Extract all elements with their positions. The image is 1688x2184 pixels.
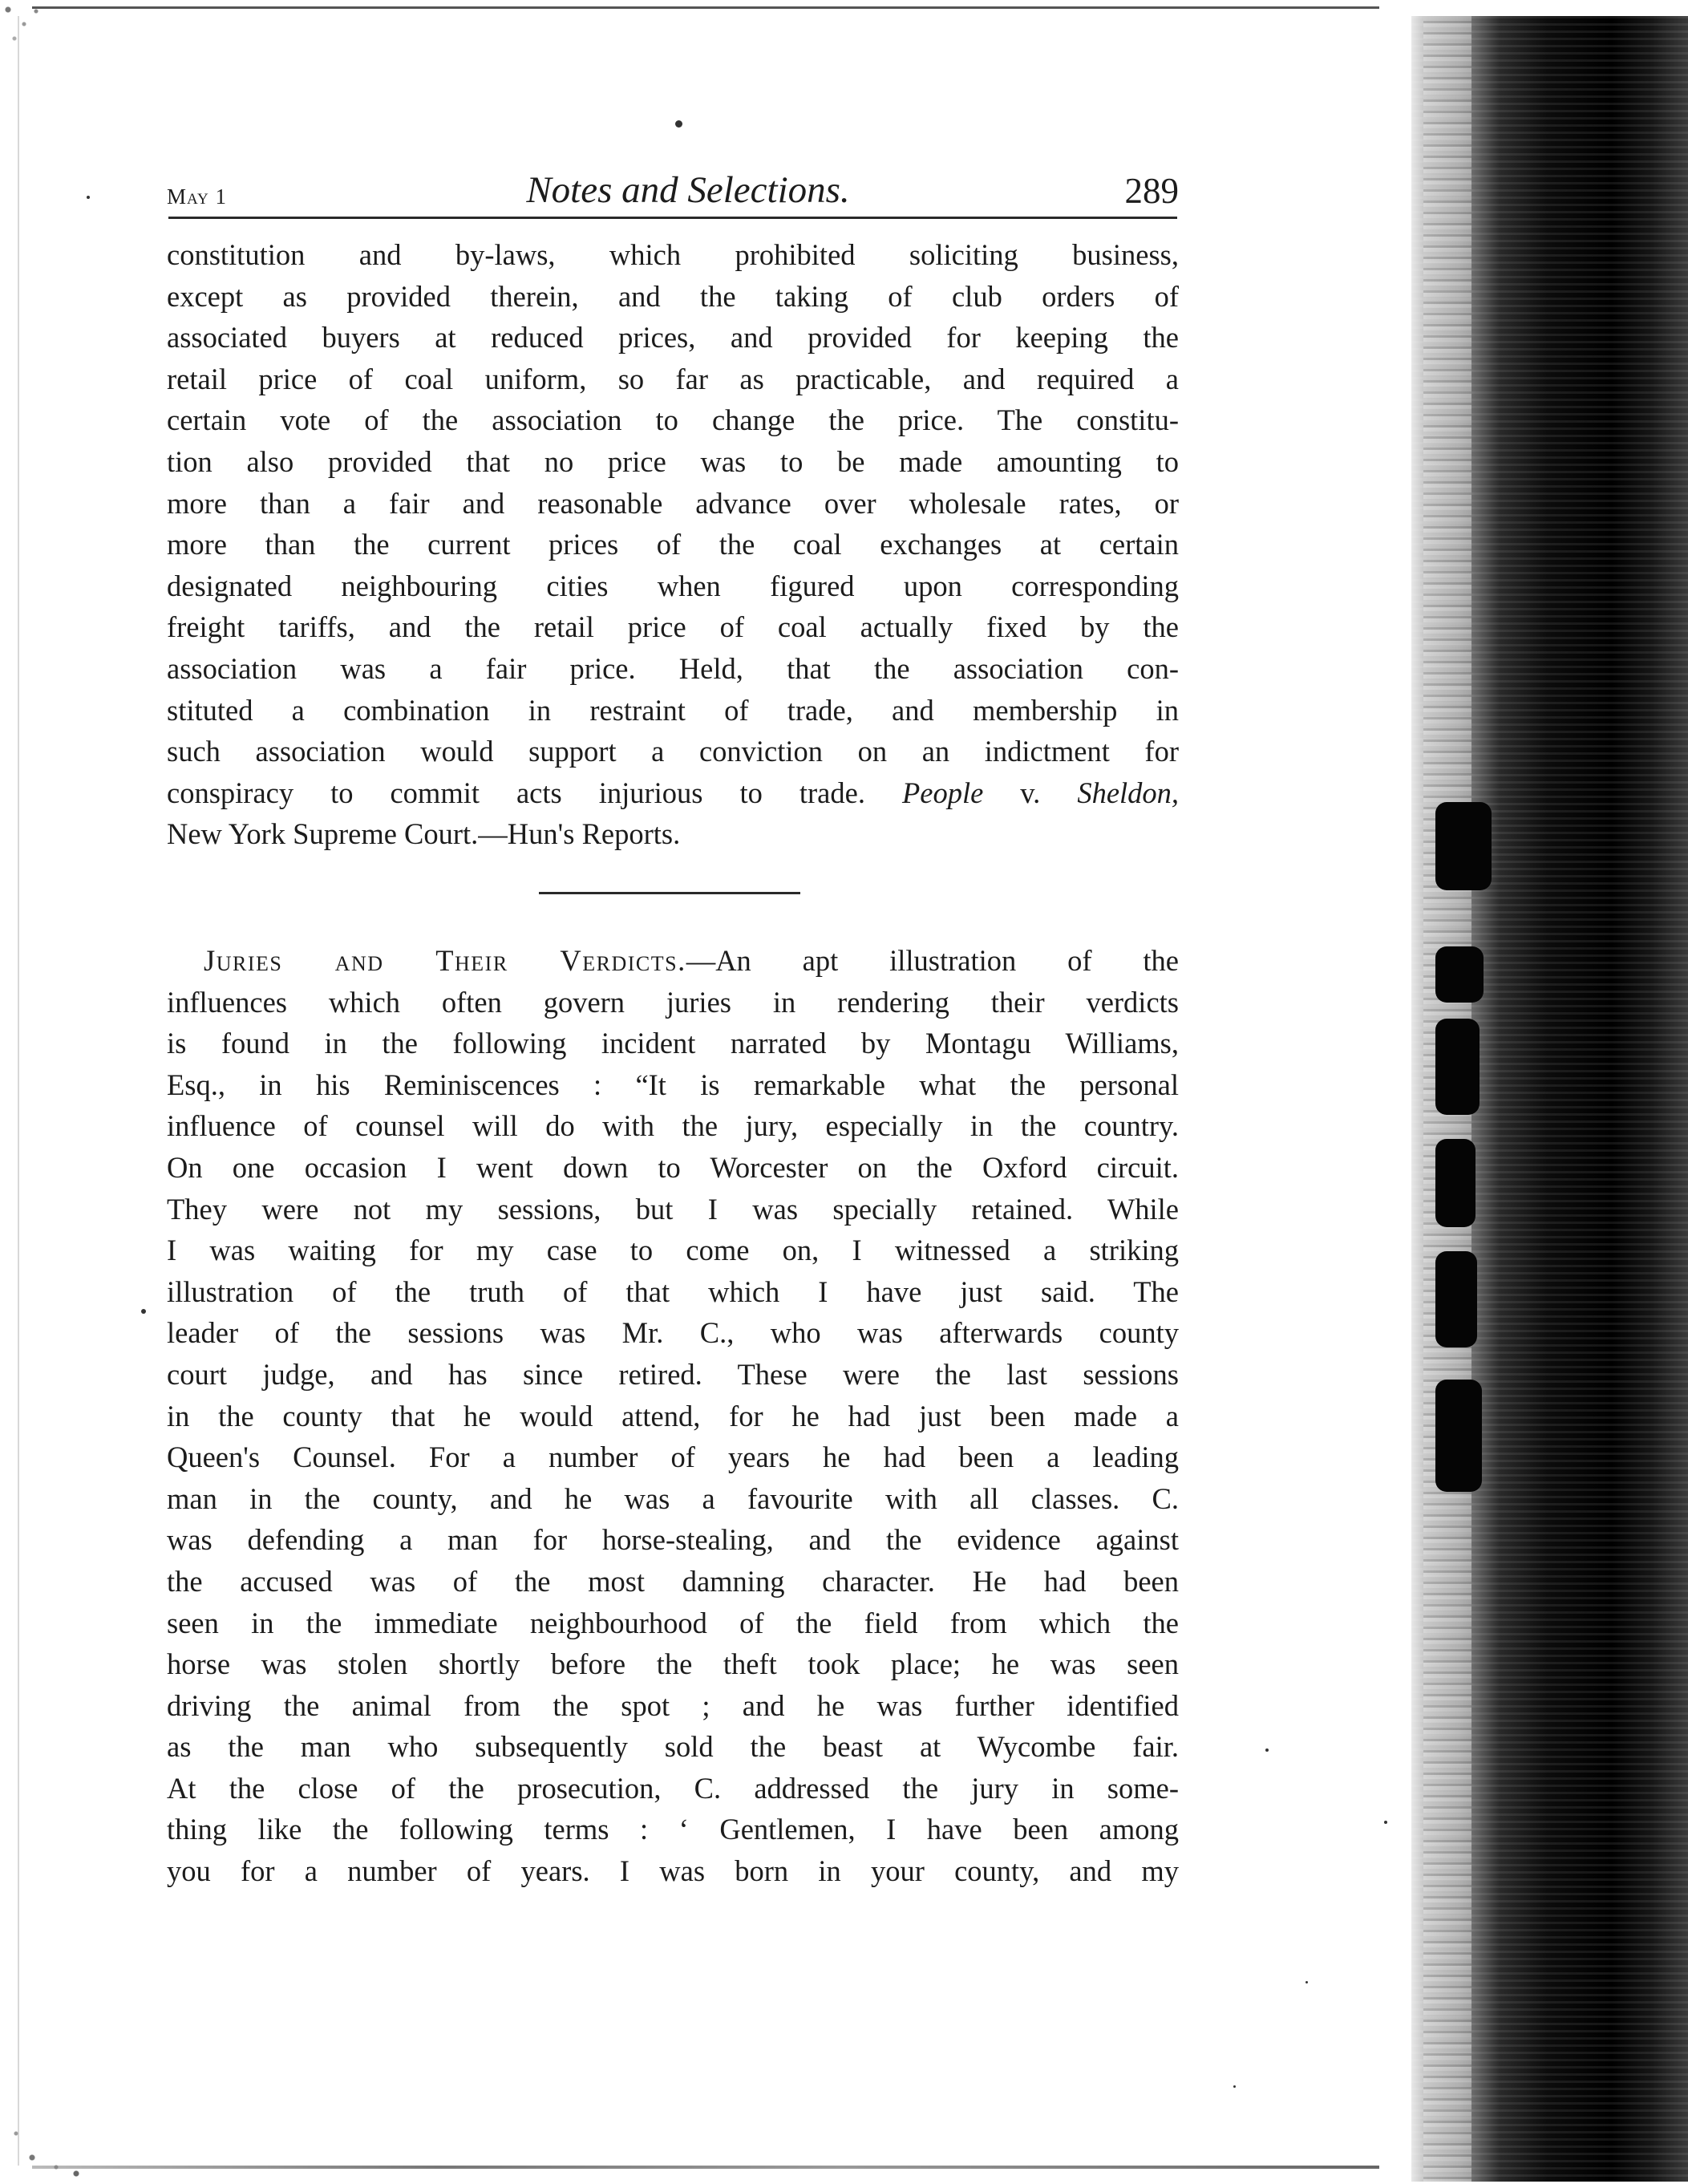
scan-top-edge <box>32 6 1379 9</box>
ink-speck <box>675 120 682 128</box>
ink-speck <box>1384 1821 1387 1824</box>
section-heading: Juries and Their Verdicts. <box>204 944 686 977</box>
paragraph-coal-association <box>167 234 1179 855</box>
text-line: retail price of coal uniform, so far as practicable, and required a <box>167 362 1179 395</box>
text-line: seen in the immediate neighbourhood of the field from which the <box>167 1606 1179 1639</box>
text-line: is found in the following incident narrated by Montagu Williams, <box>167 1027 1179 1060</box>
ink-speck <box>87 196 90 199</box>
text-line: such association would support a conviction on an indictment for <box>167 735 1179 768</box>
text-line-with-heading <box>167 940 1179 982</box>
text-line: certain vote of the association to change the price. The constitu- <box>167 403 1179 437</box>
text-line: thing like the following terms : ‘ Gentlemen, I have been among <box>167 1813 1179 1846</box>
text-line: you for a number of years. I was born in your county, and my <box>167 1854 1179 1888</box>
text-line: At the close of the prosecution, C. addressed the jury in some- <box>167 1771 1179 1805</box>
text-line: was defending a man for horse-stealing, and the evidence against <box>167 1523 1179 1557</box>
case-name-plaintiff: People <box>901 776 984 809</box>
text-line: more than the current prices of the coal exchanges at certain <box>167 528 1179 561</box>
text-line: the accused was of the most damning character. He had been <box>167 1564 1179 1598</box>
scan-bottom-edge <box>32 2166 1379 2169</box>
text-line: designated neighbouring cities when figured upon corresponding <box>167 569 1179 602</box>
ink-speck <box>1265 1748 1269 1752</box>
citation-source: New York Supreme Court.—Hun's Reports. <box>167 817 681 851</box>
text-line: influences which often govern juries in rendering their verdicts <box>167 985 1179 1019</box>
header-date: May 1 <box>167 184 227 209</box>
text-line: leader of the sessions was Mr. C., who was afterwards county <box>167 1316 1179 1350</box>
text-line: in the county that he would attend, for he had just been made a <box>167 1399 1179 1432</box>
text-line: except as provided therein, and the taking of club orders of <box>167 279 1179 313</box>
text-line: illustration of the truth of that which I have just said. The <box>167 1274 1179 1308</box>
text-line: Esq., in his Reminiscences : “It is remarkable what the personal <box>167 1068 1179 1101</box>
paragraph-juries-verdicts <box>167 940 1179 1892</box>
header-rule <box>168 217 1177 219</box>
spine-lettering <box>1435 1251 1477 1347</box>
spine-lettering <box>1435 946 1484 1003</box>
text-line: association was a fair price. Held, that the association con- <box>167 651 1179 685</box>
spine-lettering <box>1435 802 1492 890</box>
text-line: constitution and by-laws, which prohibited soliciting business, <box>167 238 1179 271</box>
case-name-defendant: Sheldon, <box>1077 776 1180 809</box>
text-line: as the man who subsequently sold the beast at Wycombe fair. <box>167 1730 1179 1764</box>
scan-left-edge <box>18 16 19 2166</box>
text-line: They were not my sessions, but I was specially retained. While <box>167 1192 1179 1226</box>
case-versus: v. <box>1020 776 1041 809</box>
spine-lettering <box>1435 1139 1475 1227</box>
text-line: stituted a combination in restraint of trade, and membership in <box>167 693 1179 727</box>
text-line: horse was stolen shortly before the theft took place; he was seen <box>167 1647 1179 1681</box>
spine-lettering <box>1435 1019 1480 1115</box>
text-line: freight tariffs, and the retail price of coal actually fixed by the <box>167 610 1179 644</box>
text-line: influence of counsel will do with the jury, especially in the country. <box>167 1109 1179 1143</box>
page-number: 289 <box>1124 171 1179 211</box>
section-separator <box>539 892 800 894</box>
text-line: more than a fair and reasonable advance over wholesale rates, or <box>167 486 1179 520</box>
text-line: driving the animal from the spot ; and he was further identified <box>167 1688 1179 1722</box>
text-line: tion also provided that no price was to be made amounting to <box>167 444 1179 478</box>
text-line: man in the county, and he was a favourite with all classes. C. <box>167 1481 1179 1515</box>
scan-noise-top-left <box>0 0 48 56</box>
text-line: court judge, and has since retired. These were the last sessions <box>167 1357 1179 1391</box>
heading-continuation: —An apt illustration of the <box>686 944 1179 977</box>
text-line: I was waiting for my case to come on, I witnessed a striking <box>167 1234 1179 1267</box>
text-line-with-citation <box>167 772 1179 814</box>
text-line: associated buyers at reduced prices, and provided for keeping the <box>167 321 1179 355</box>
scan-noise-bottom-left <box>0 2117 88 2182</box>
ink-speck <box>1233 2085 1236 2088</box>
text-line: On one occasion I went down to Worcester on the Oxford circuit. <box>167 1150 1179 1184</box>
citation-lead: conspiracy to commit acts injurious to trade. <box>167 776 865 809</box>
ink-speck <box>1305 1981 1308 1983</box>
text-line: Queen's Counsel. For a number of years he had been a leading <box>167 1440 1179 1474</box>
header-title: Notes and Selections. <box>526 169 850 211</box>
ink-speck <box>141 1309 146 1314</box>
spine-lettering <box>1435 1380 1482 1492</box>
running-head <box>167 169 1179 221</box>
